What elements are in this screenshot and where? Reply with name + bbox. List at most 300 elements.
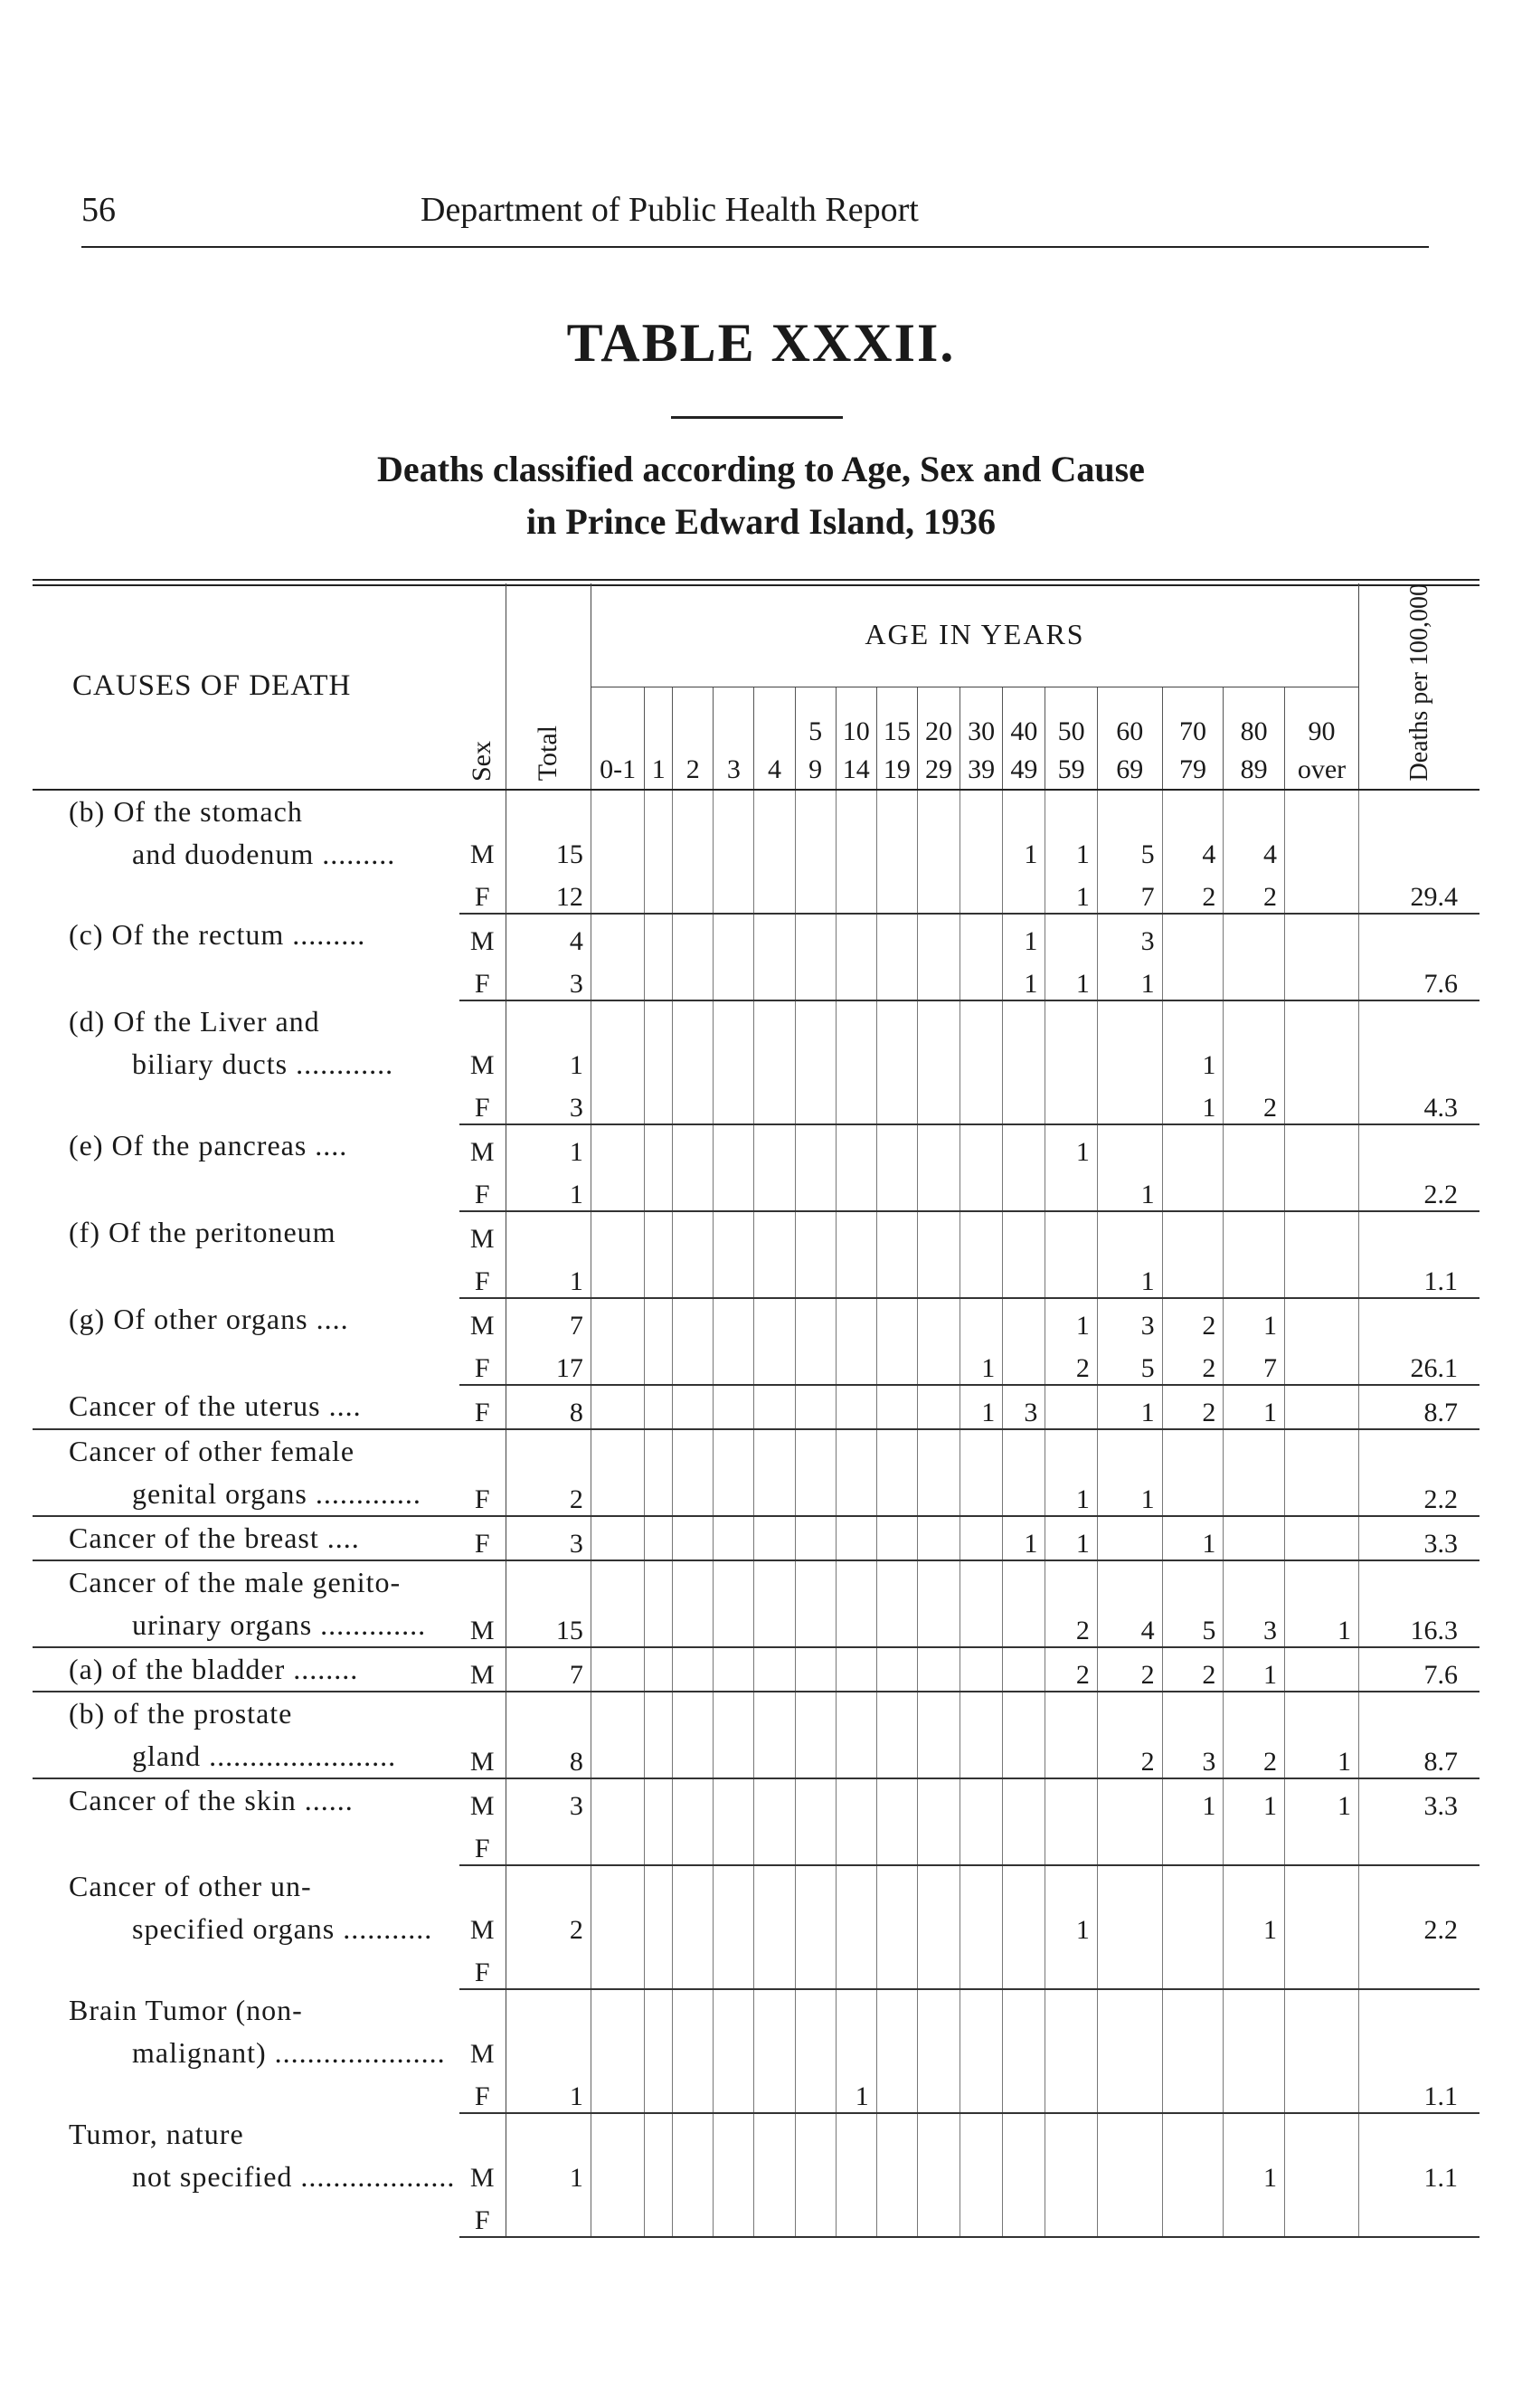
age-bracket-to: 29 [924,754,952,784]
age-count-cell: 1 [1097,1385,1162,1429]
age-count-cell [1097,1865,1162,1946]
age-count-cell [714,1298,754,1341]
age-bracket-header [754,687,795,789]
age-bracket-to: 9 [808,754,823,784]
age-count-cell [1003,1298,1045,1341]
age-count-cell: 1 [1224,1298,1285,1341]
age-count-cell [1003,1822,1045,1865]
age-count-cell [714,1168,754,1211]
age-count-cell [917,1298,960,1341]
cause-of-death [33,1000,459,1124]
cause-line: not specified ................... [132,2159,456,2193]
age-count-cell [876,1429,917,1516]
age-bracket-from: 15 [883,716,911,746]
age-count-cell [645,1865,673,1946]
subtitle-line: Deaths classified according to Age, Sex and Cause [377,449,1145,489]
age-count-cell [1224,1822,1285,1865]
age-count-cell [1285,1429,1359,1516]
age-count-cell [960,1516,1003,1560]
age-count-cell [795,870,836,914]
rate-cell: 16.3 [1359,1560,1479,1647]
age-count-cell [673,1081,714,1124]
age-count-cell: 3 [1097,1298,1162,1341]
cause-line: and duodenum ......... [132,837,396,870]
age-count-cell [795,1211,836,1255]
age-count-cell [754,870,795,914]
age-count-cell [876,1255,917,1298]
age-count-cell [917,1124,960,1168]
age-count-cell [876,1081,917,1124]
age-count-cell [1097,2113,1162,2194]
rate-cell [1359,1822,1479,1865]
table-row [33,1989,1479,2070]
age-count-cell [1285,2113,1359,2194]
cause-line: Brain Tumor (non- [69,1993,303,2026]
rate-cell: 1.1 [1423,2162,1458,2193]
page-number: 56 [81,191,116,229]
age-count-cell [1285,1081,1359,1124]
age-count-cell: 1 [1224,2113,1285,2194]
age-count-cell [876,1000,917,1081]
age-count-cell [645,1298,673,1341]
total-cell: 4 [506,914,591,957]
age-count-cell [1003,1429,1045,1516]
sex-cell: M [459,1647,506,1692]
age-count-cell [1162,1429,1224,1516]
age-count-cell [795,1168,836,1211]
age-bracket-header [1045,687,1097,789]
age-count-cell [836,1429,876,1516]
total-cell: 15 [506,1560,591,1647]
sex-cell: M [459,1124,506,1168]
subtitle-line: in Prince Edward Island, 1936 [526,501,996,542]
age-count-cell [754,1211,795,1255]
age-count-cell [960,1429,1003,1516]
age-count-cell [876,2070,917,2113]
age-count-cell [645,2113,673,2194]
age-count-cell [836,1778,876,1822]
age-count-cell [645,1647,673,1692]
age-count-cell: 1 [1224,1865,1285,1946]
age-count-cell [917,1385,960,1429]
total-header [506,583,591,790]
age-count-cell [836,1341,876,1385]
age-bracket-header [1162,687,1224,789]
age-count-cell [795,1429,836,1516]
sex-cell: M [459,2113,506,2194]
age-count-cell [876,957,917,1000]
cause-of-death [33,1989,459,2113]
sex-cell: M [459,1989,506,2070]
age-count-cell: 5 [1097,1341,1162,1385]
rate-cell: 1.1 [1359,1255,1479,1298]
age-bracket-from: 10 [842,716,870,746]
rate-cell: 7.6 [1359,957,1479,1000]
age-count-cell [714,870,754,914]
age-count-cell [917,1778,960,1822]
age-count-cell [795,1081,836,1124]
age-count-cell [754,957,795,1000]
cause-line: urinary organs ............. [132,1607,427,1641]
age-count-cell [673,957,714,1000]
cause-line: (b) of the prostate [69,1696,293,1730]
age-count-cell [1045,914,1097,957]
age-count-cell [1097,1000,1162,1081]
age-count-cell [1285,790,1359,870]
age-count-cell [876,1560,917,1647]
age-count-cell [591,914,644,957]
age-count-cell [714,1000,754,1081]
age-count-cell [836,1822,876,1865]
age-bracket-from: 20 [924,716,952,746]
age-count-cell: 1 [1045,1429,1097,1516]
age-bracket-from: 40 [1010,716,1038,746]
rate-cell: 29.4 [1359,870,1479,914]
age-count-cell [591,1298,644,1341]
total-cell: 2 [506,1429,591,1516]
age-count-cell [754,1000,795,1081]
age-count-cell [1003,2070,1045,2113]
rate-cell [1359,2194,1479,2237]
total-cell: 17 [506,1341,591,1385]
table-row [33,1298,1479,1341]
age-count-cell [754,1516,795,1560]
table-subtitle [0,443,1522,548]
age-count-cell [795,1124,836,1168]
age-count-cell [754,2194,795,2237]
age-count-cell [591,1429,644,1516]
age-count-cell [917,1946,960,1989]
age-count-cell: 1 [1003,790,1045,870]
table-row [33,1124,1479,1168]
age-count-cell [1162,1255,1224,1298]
age-count-cell [1097,2070,1162,2113]
age-count-cell [876,2194,917,2237]
age-count-cell: 2 [1224,1692,1285,1778]
age-count-cell: 1 [960,1341,1003,1385]
age-count-cell [673,1341,714,1385]
age-count-cell: 2 [1162,870,1224,914]
cause-line: (f) Of the peritoneum [69,1215,336,1248]
age-count-cell [591,1822,644,1865]
rate-cell: 2.2 [1359,1429,1479,1516]
total-cell: 3 [506,957,591,1000]
age-bracket-from: 80 [1240,716,1268,746]
total-cell: 1 [506,2070,591,2113]
age-count-cell [591,1124,644,1168]
age-count-cell [1003,1000,1045,1081]
age-count-cell [591,1692,644,1778]
age-count-cell [754,1560,795,1647]
age-count-cell [714,1211,754,1255]
age-count-cell [876,2113,917,2194]
table-row [33,1429,1479,1516]
age-count-cell [917,1429,960,1516]
age-count-cell [1097,1516,1162,1560]
age-count-cell [645,790,673,870]
rate-cell: 3.3 [1423,1790,1458,1821]
age-count-cell [1003,1124,1045,1168]
sex-cell: F [459,2194,506,2237]
age-count-cell: 1 [1045,1516,1097,1560]
age-count-cell: 7 [1224,1341,1285,1385]
age-count-cell [645,1255,673,1298]
age-bracket-header [1097,687,1162,789]
age-count-cell: 7 [1097,870,1162,914]
age-count-cell: 1 [1285,1778,1359,1822]
sex-cell: M [459,1298,506,1341]
age-count-cell [591,1946,644,1989]
cause-line: specified organs ........... [132,1911,433,1945]
age-bracket-header [960,687,1003,789]
age-count-cell [591,2113,644,2194]
cause-line: malignant) ..................... [132,2035,446,2069]
rate-cell [1359,790,1479,870]
age-bracket-to: 89 [1240,754,1268,784]
total-cell: 12 [506,870,591,914]
age-count-cell [795,914,836,957]
age-count-cell [673,1298,714,1341]
title-rule [671,416,843,419]
age-count-cell [876,870,917,914]
age-count-cell [917,2113,960,2194]
age-count-cell [1003,2113,1045,2194]
age-count-cell: 2 [1162,1385,1224,1429]
age-bracket-to: 79 [1178,754,1206,784]
age-count-cell [754,1168,795,1211]
cause-line: Cancer of other un- [69,1869,312,1902]
age-bracket-header [1285,687,1359,789]
age-count-cell [1285,2194,1359,2237]
cause-line: Cancer of the male genito- [69,1565,402,1598]
rate-header-label: Deaths per 100,000 [1404,583,1433,782]
rate-cell [1359,1298,1479,1341]
age-count-cell [1224,1429,1285,1516]
rate-cell: 8.7 [1359,1385,1479,1429]
age-count-cell [714,1822,754,1865]
cause-of-death [33,1560,459,1647]
age-bracket-from: 0-1 [600,754,637,784]
age-count-cell [1045,1000,1097,1081]
age-count-cell [876,1341,917,1385]
age-count-cell [645,1946,673,1989]
cause-line: (a) of the bladder ........ [69,1652,359,1685]
age-count-cell [673,914,714,957]
age-count-cell [673,1385,714,1429]
age-count-cell: 2 [1045,1560,1097,1647]
age-count-cell [795,790,836,870]
age-count-cell [645,1341,673,1385]
age-count-cell [917,1081,960,1124]
age-count-cell [591,1560,644,1647]
age-count-cell [754,790,795,870]
age-count-cell [1003,1560,1045,1647]
age-count-cell [836,2113,876,2194]
sex-header [459,583,506,790]
age-bracket-from: 60 [1116,716,1144,746]
age-bracket-header [714,687,754,789]
age-count-cell [795,1341,836,1385]
total-cell: 1 [506,1168,591,1211]
age-bracket-header [1224,687,1285,789]
rate-cell: 2.2 [1359,1168,1479,1211]
age-count-cell: 2 [1097,1692,1162,1778]
age-count-cell [1162,2194,1224,2237]
age-count-cell [876,1516,917,1560]
age-count-cell [754,1865,795,1946]
age-count-cell [645,1778,673,1822]
rate-cell: 2.2 [1423,1914,1458,1945]
age-count-cell: 1 [1285,1560,1359,1647]
cause-line: gland ....................... [132,1739,397,1772]
age-count-cell [795,2113,836,2194]
age-count-cell [1003,1989,1045,2070]
sex-cell: F [459,1822,506,1865]
age-count-cell: 1 [1097,1255,1162,1298]
age-count-cell [754,1778,795,1822]
age-count-cell [960,1560,1003,1647]
age-count-cell [1097,1081,1162,1124]
age-count-cell [673,1865,714,1946]
age-count-cell [795,957,836,1000]
total-header-label: Total [533,725,563,782]
age-count-cell [917,790,960,870]
age-count-cell: 2 [1097,1647,1162,1692]
age-count-cell [960,1778,1003,1822]
age-count-cell [591,790,644,870]
sex-cell: F [459,1255,506,1298]
deaths-per-100000-header [1359,583,1479,790]
age-count-cell [836,1081,876,1124]
age-count-cell: 2 [1224,870,1285,914]
age-count-cell: 5 [1097,790,1162,870]
age-count-cell [795,1385,836,1429]
age-count-cell [645,1211,673,1255]
age-count-cell [645,870,673,914]
age-count-cell [836,957,876,1000]
age-count-cell [645,1822,673,1865]
age-count-cell [714,1385,754,1429]
age-bracket-header [795,687,836,789]
age-bracket-header [836,687,876,789]
sex-cell: M [459,1865,506,1946]
age-count-cell: 2 [1162,1341,1224,1385]
sex-cell: F [459,870,506,914]
age-count-cell: 1 [1162,1516,1224,1560]
cause-of-death [33,1385,459,1429]
age-count-cell [960,1124,1003,1168]
running-title: Department of Public Health Report [421,191,919,229]
age-count-cell [1003,1778,1045,1822]
age-count-cell [1285,957,1359,1000]
age-count-cell [645,914,673,957]
age-count-cell [795,1560,836,1647]
age-count-cell [960,1692,1003,1778]
total-cell: 7 [506,1298,591,1341]
age-count-cell [591,1516,644,1560]
age-count-cell [1224,1946,1285,1989]
rate-cell: 4.3 [1359,1081,1479,1124]
age-bracket-to: over [1297,754,1347,784]
age-count-cell: 1 [1224,1647,1285,1692]
total-cell: 8 [506,1692,591,1778]
table-row [33,1211,1479,1255]
age-count-cell [836,1298,876,1341]
age-count-cell [1045,1778,1097,1822]
age-count-cell [917,1865,960,1946]
age-count-cell [1162,914,1224,957]
age-count-cell [876,1168,917,1211]
age-count-cell [1285,1211,1359,1255]
age-count-cell: 1 [1285,1692,1359,1778]
age-count-cell [754,1081,795,1124]
age-in-years-header: AGE IN YEARS [591,583,1358,687]
age-count-cell: 3 [1224,1560,1285,1647]
age-count-cell [754,1946,795,1989]
age-count-cell: 1 [1097,957,1162,1000]
age-count-cell [714,2070,754,2113]
age-count-cell [591,1341,644,1385]
age-count-cell: 1 [1003,957,1045,1000]
age-bracket-header [876,687,917,789]
age-count-cell [645,1692,673,1778]
age-bracket-from: 5 [808,716,823,746]
age-count-cell [876,1946,917,1989]
age-count-cell: 1 [1162,1081,1224,1124]
age-count-cell [1003,1168,1045,1211]
age-count-cell [673,2113,714,2194]
total-cell: 1 [506,1000,591,1081]
age-count-cell [1224,1255,1285,1298]
age-count-cell [645,1560,673,1647]
rate-cell [1359,1000,1479,1081]
age-count-cell [836,1946,876,1989]
age-count-cell [714,1946,754,1989]
age-count-cell [836,1124,876,1168]
age-count-cell: 3 [1003,1385,1045,1429]
age-count-cell: 4 [1162,790,1224,870]
age-count-cell [714,1989,754,2070]
age-count-cell [1285,1255,1359,1298]
age-count-cell [1162,1211,1224,1255]
age-count-cell [1045,1168,1097,1211]
age-count-cell [591,1168,644,1211]
age-count-cell [1097,1822,1162,1865]
age-count-cell [960,1081,1003,1124]
age-count-cell [795,2070,836,2113]
table-row [33,1385,1479,1429]
age-count-cell [1003,1865,1045,1946]
age-count-cell [754,1647,795,1692]
age-count-cell [1003,1692,1045,1778]
cause-line: (e) Of the pancreas .... [69,1128,348,1161]
age-bracket-to: 59 [1057,754,1085,784]
age-count-cell [591,1255,644,1298]
sex-cell: M [459,1692,506,1778]
age-bracket-from: 50 [1057,716,1085,746]
age-count-cell [645,1385,673,1429]
age-count-cell [836,1692,876,1778]
age-count-cell [876,1865,917,1946]
age-count-cell [917,1211,960,1255]
table-row [33,1000,1479,1081]
age-count-cell [1224,1168,1285,1211]
sex-cell: F [459,1516,506,1560]
table-row [33,790,1479,870]
age-count-cell [1285,1989,1359,2070]
age-bracket-to: 19 [883,754,911,784]
age-count-cell [754,914,795,957]
